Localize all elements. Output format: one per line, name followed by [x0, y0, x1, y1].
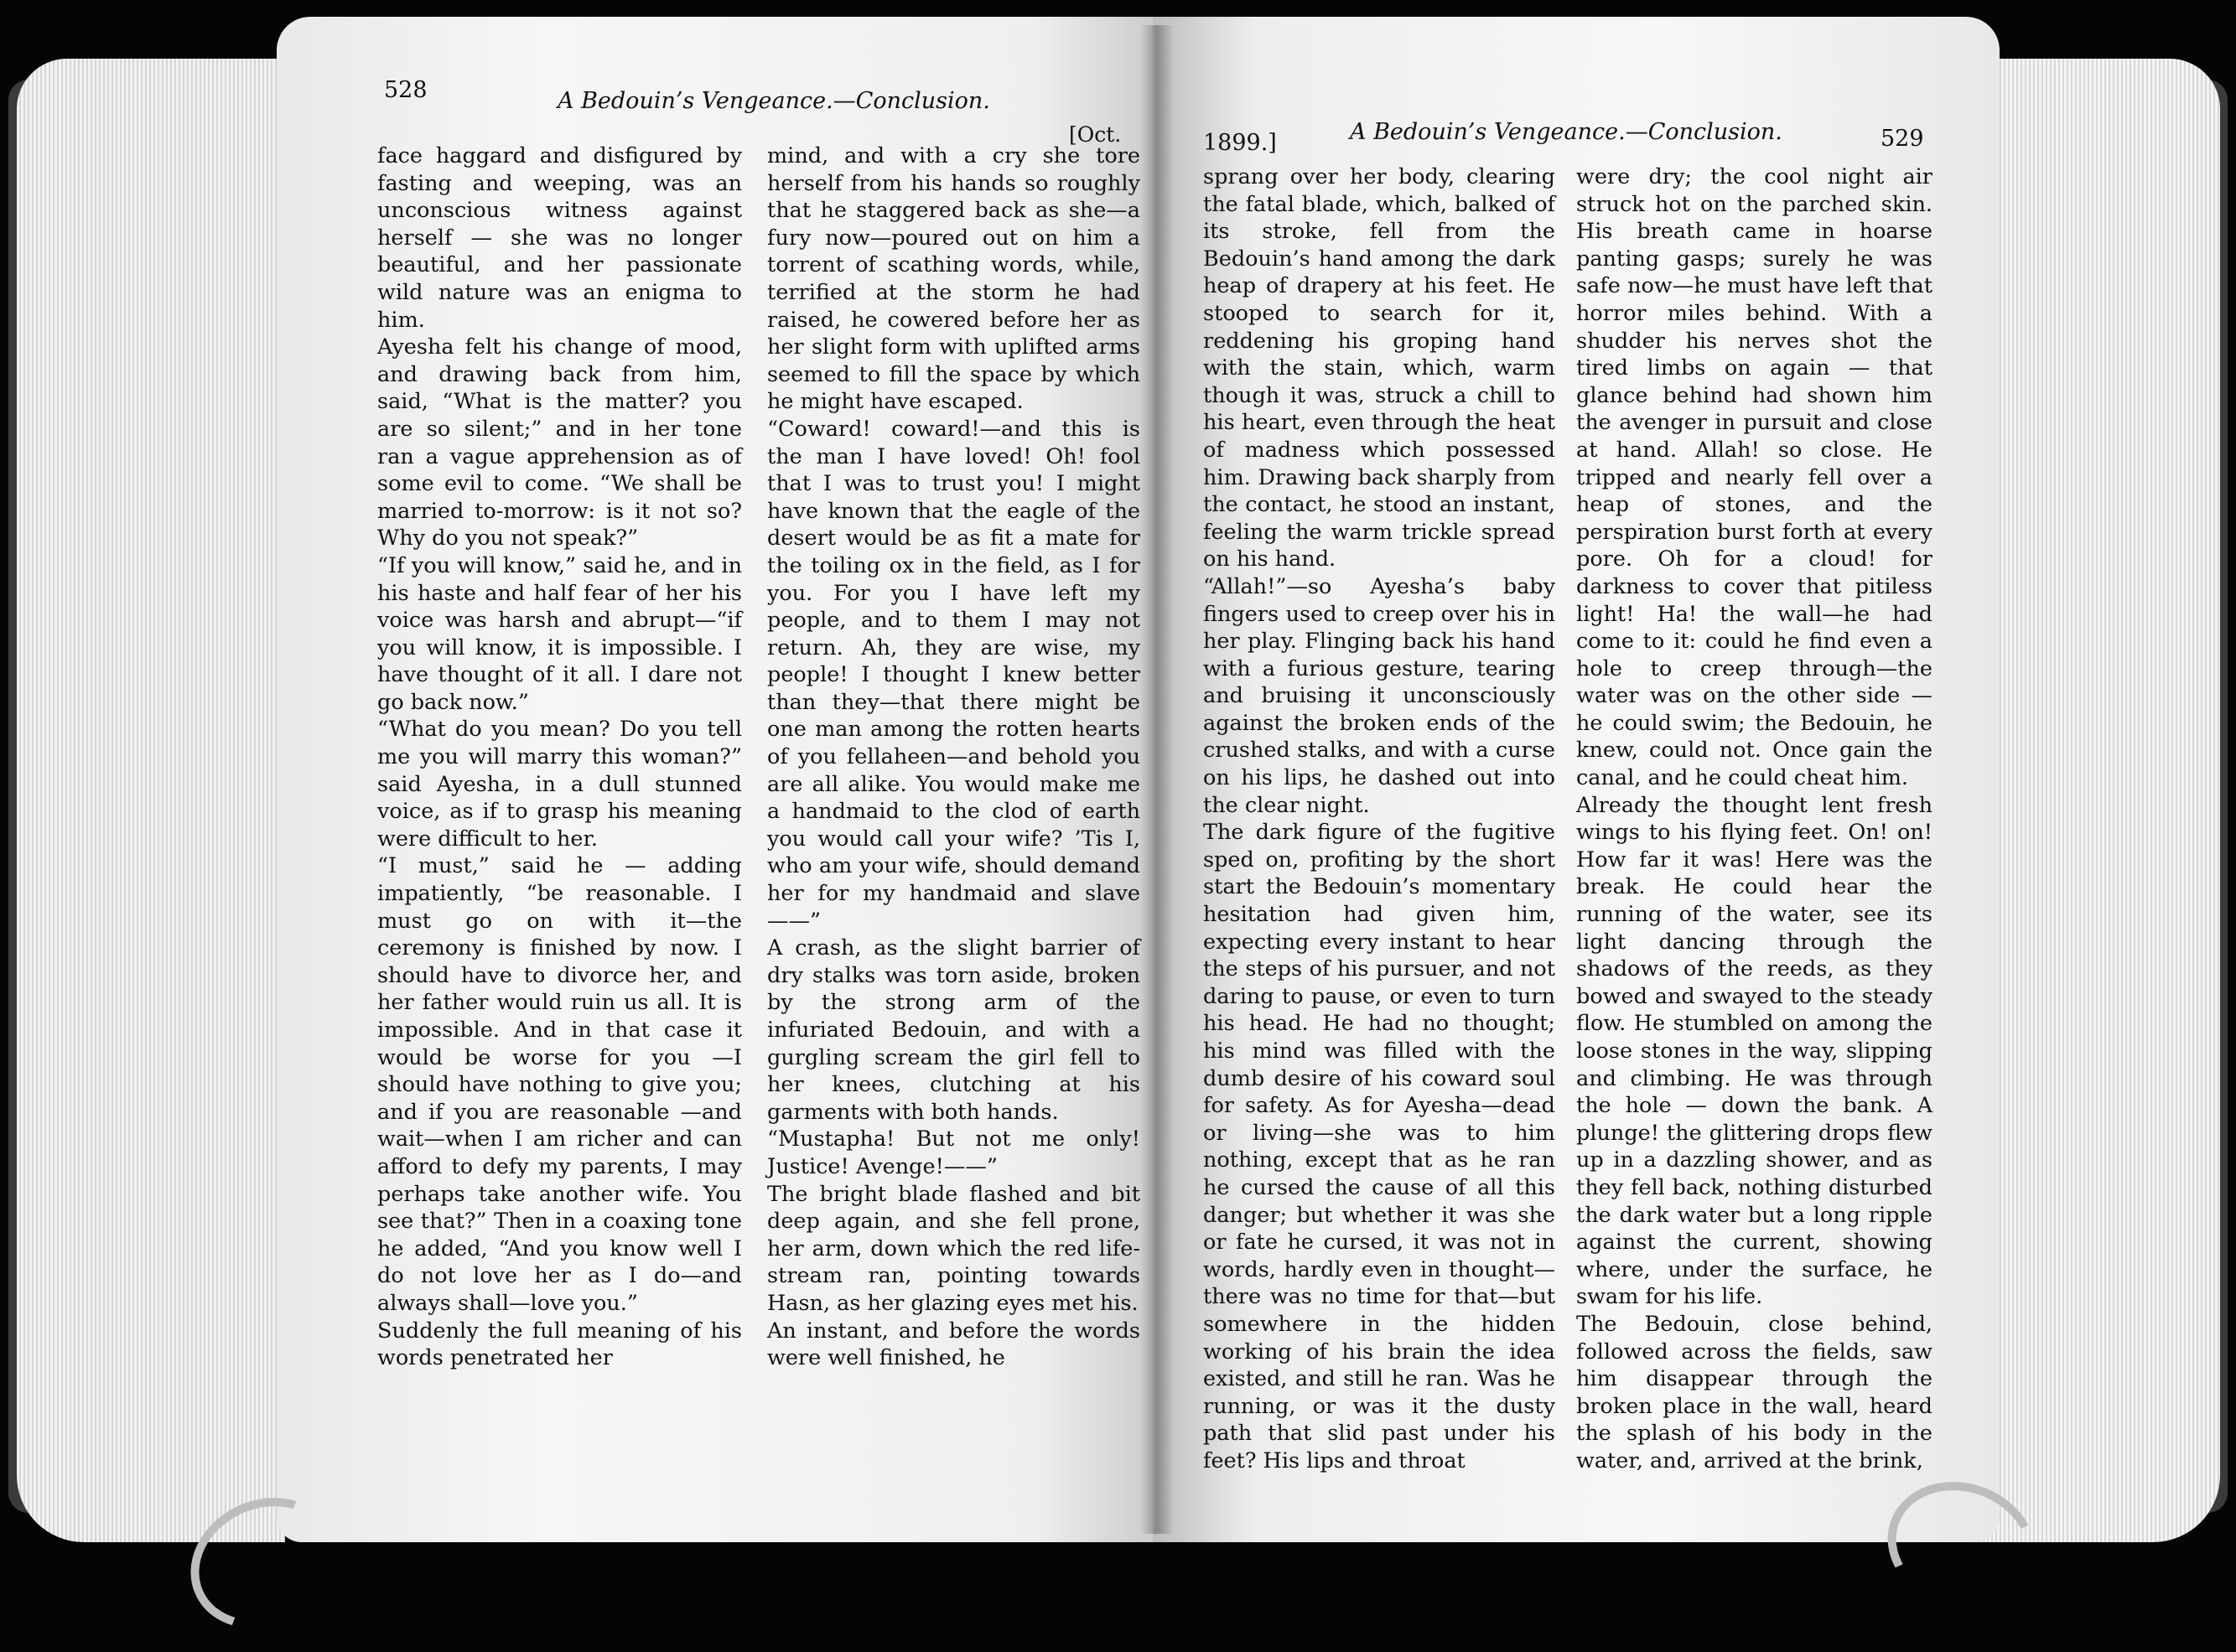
text-column-1: face haggard and disfigured by fasting and weeping, was an unconscious witness against herself — she was no longer beautiful, and her passionate wild nature was an enigma to him. Ayesha felt his change of mood, and drawing back from him, said, “What is the matter? you are so silent;” and in her tone ran a vague apprehension as of some evil to come. “We shall be married to-morrow: is it not so? Why do you not speak?” “If you will know,” said he, and in his haste and half fear of her his voice was harsh and abrupt—“if you will know, it is impossible. I have thought of it all. I dare not go back now.” “What do you mean? Do you tell me you will marry this woman?” said Ayesha, in a dull stunned voice, as if to grasp his meaning were difficult to her. “I must,” said he — adding impatiently, “be reasonable. I must go on with it—the ceremony is finished by now. I should have to divorce her, and her father would ruin us all. It is impossible. And in that case it would be worse for you —I should have nothing to give you; and if you are reasonable —and wait—when I am richer and can afford to defy my parents, I may perhaps take another wife. You see that?” Then in a coaxing tone he added, “And you know well I do not love her as I do—and always shall—love you.” Suddenly the full meaning of his words penetrated her — [377, 143, 742, 1371]
page-number: 529 — [1881, 126, 1924, 152]
left-page-edges — [17, 59, 285, 1542]
left-page — [277, 17, 1165, 1542]
right-page — [1153, 17, 2000, 1542]
date-mark: 1899.] — [1203, 130, 1277, 156]
text-column-1: sprang over her body, clearing the fatal blade, which, balked of its stroke, fell from the Bedouin’s hand among the dark heap of drapery at his feet. He stooped to search for it, reddening his groping hand with the stain, which, warm though it was, struck a chill to his heart, even through the heat of madness which possessed him. Drawing back sharply from the contact, he stood an instant, feeling the warm trickle spread on his hand. “Allah!”—so Ayesha’s baby fingers used to creep over his in her play. Flinging back his hand with a furious gesture, tearing and bruising it unconsciously against the broken ends of the crushed stalks, and with a curse on his lips, he dashed out into the clear night. The dark figure of the fugitive sped on, profiting by the short start the Bedouin’s momentary hesitation had given him, expecting every instant to hear the steps of his pursuer, and not daring to pause, or even to turn his head. He had no thought; his mind was filled with the dumb desire of his coward soul for safety. As for Ayesha—dead or living—she was to him nothing, except that as he ran he cursed the cause of all this danger; but whether it was she or fate he cursed, it was not in words, hardly even in thought—there was no time for that—but somewhere in the hidden working of his brain the idea existed, and still he ran. Was he running, or was it the dusty path that slid past under his feet? His lips and throat — [1203, 164, 1555, 1473]
running-title: A Bedouin’s Vengeance.—Conclusion. — [558, 88, 990, 114]
book-gutter — [1140, 25, 1174, 1534]
running-title: A Bedouin’s Vengeance.—Conclusion. — [1350, 119, 1782, 145]
text-column-2: mind, and with a cry she tore herself from his hands so roughly that he staggered back as she—a fury now—poured out on him a torrent of scathing words, while, terrified at the storm he had raised, he cowered before her as her slight form with uplifted arms seemed to fill the space by which he might have escaped. “Coward! coward!—and this is the man I have loved! Oh! fool that I was to trust you! I might have known that the eagle of the desert would be as fit a mate for the toiling ox in the field, as I for you. For you I have left my people, and to them I may not return. Ah, they are wise, my people! I thought I knew better than they—that there might be one man among the rotten hearts of you fellaheen—and behold you are all alike. You would make me a handmaid to the clod of earth you would call your wife? ’Tis I, who am your wife, should demand her for my handmaid and slave——” A crash, as the slight barrier of dry stalks was torn aside, broken by the strong arm of the infuriated Bedouin, and with a gurgling scream the girl fell to her knees, clutching at his garments with both hands. “Mustapha! But not me only! Justice! Avenge!——” The bright blade flashed and bit deep again, and she fell prone, her arm, down which the red life-stream ran, pointing towards Hasn, as her glazing eyes met his. An instant, and before the words were well finished, he — [767, 143, 1140, 1371]
page-number: 528 — [384, 77, 428, 103]
date-mark: [Oct. — [1069, 122, 1122, 147]
text-column-2: were dry; the cool night air struck hot on the parched skin. His breath came in hoarse panting gasps; surely he was safe now—he must have left that horror miles behind. With a shudder his nerves shot the tired limbs on again — that glance behind had shown him the avenger in pursuit and close at hand. Allah! so close. He tripped and nearly fell over a heap of stones, and the perspiration burst forth at every pore. Oh for a cloud! for darkness to cover that pitiless light! Ha! the wall—he had come to it: could he find even a hole to creep through—the water was on the other side — he could swim; the Bedouin, he knew, could not. Once gain the canal, and he could cheat him. Already the thought lent fresh wings to his flying feet. On! on! How far it was! Here was the break. He could hear the running of the water, see its light dancing through the shadows of the reeds, as they bowed and swayed to the steady flow. He stumbled on among the loose stones in the way, slipping and climbing. He was through the hole — down the bank. A plunge! the glittering drops flew up in a dazzling shower, and as they fell back, nothing disturbed the dark water but a long ripple against the current, showing where, under the surface, he swam for his life. The Bedouin, close behind, followed across the fields, saw him disappear through the broken place in the wall, heard the splash of his body in the water, and, arrived at the brink, — [1576, 164, 1933, 1473]
